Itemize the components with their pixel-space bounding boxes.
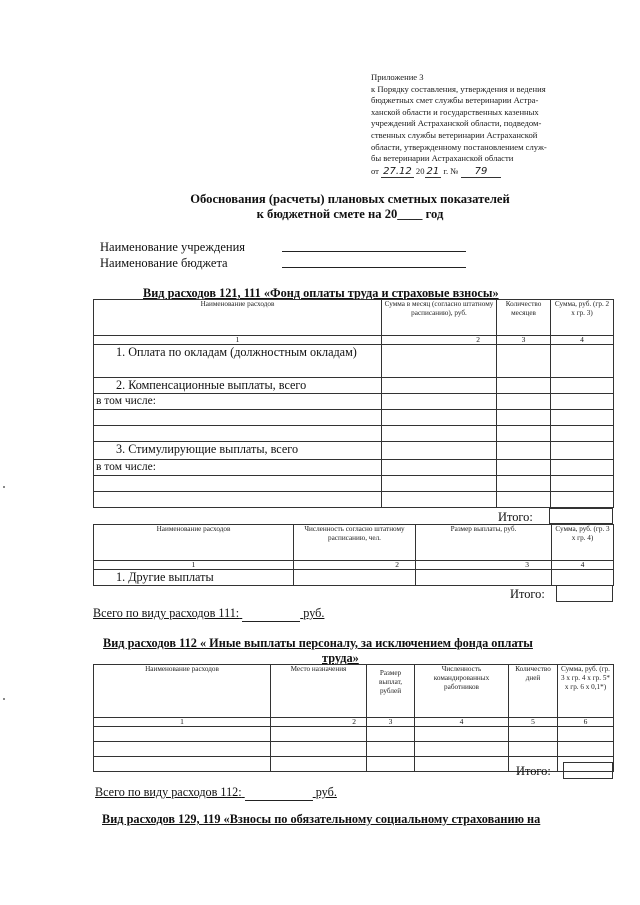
total-112 bbox=[95, 785, 337, 801]
table-cell[interactable] bbox=[94, 492, 382, 508]
row-label: 1. Оплата по окладам (должностным окладам) bbox=[94, 345, 382, 378]
column-number: 1 bbox=[94, 336, 382, 345]
date-century: 20 bbox=[415, 166, 425, 176]
column-header: Размер выплаты, руб. bbox=[416, 525, 552, 561]
total-111 bbox=[93, 606, 324, 622]
column-number: 3 bbox=[367, 718, 415, 727]
table-cell[interactable] bbox=[497, 410, 551, 426]
column-number: 3 bbox=[497, 336, 551, 345]
scan-speck bbox=[3, 698, 5, 700]
column-number: 3 bbox=[416, 561, 552, 570]
date-year: 21 bbox=[426, 166, 440, 177]
table-cell[interactable] bbox=[497, 492, 551, 508]
salary-table bbox=[93, 299, 614, 508]
column-number: 4 bbox=[551, 336, 614, 345]
scan-speck bbox=[3, 486, 5, 488]
table-cell[interactable] bbox=[94, 476, 382, 492]
column-header: Количество месяцев bbox=[497, 300, 551, 336]
column-header: Место назначения bbox=[271, 665, 367, 718]
table-cell[interactable] bbox=[415, 727, 509, 742]
table-cell[interactable] bbox=[382, 460, 497, 476]
table-cell[interactable] bbox=[551, 378, 614, 394]
appendix-line: ханской области и государственных казенных bbox=[371, 106, 539, 117]
column-number: 5 bbox=[509, 718, 558, 727]
table-cell[interactable] bbox=[382, 394, 497, 410]
budget-field[interactable] bbox=[282, 267, 466, 268]
column-header: Сумма в месяц (согласно штатному расписанию), руб. bbox=[382, 300, 497, 336]
section-129-heading: Вид расходов 129, 119 «Взносы по обязательному социальному страхованию на bbox=[102, 812, 541, 826]
table-cell[interactable] bbox=[367, 727, 415, 742]
section-112-heading: Вид расходов 112 « Иные выплаты персоналу, за исключением фонда оплаты bbox=[103, 636, 533, 650]
table-cell[interactable] bbox=[415, 757, 509, 772]
table-cell[interactable] bbox=[382, 492, 497, 508]
table-cell[interactable] bbox=[94, 426, 382, 442]
appendix-line: Приложение 3 bbox=[371, 72, 424, 82]
column-number: 2 bbox=[271, 718, 367, 727]
appendix-note bbox=[371, 72, 611, 165]
other-payments-table bbox=[93, 524, 614, 586]
page-title bbox=[140, 192, 560, 222]
table-cell[interactable] bbox=[271, 757, 367, 772]
row-label: 3. Стимулирующие выплаты, всего bbox=[94, 442, 382, 460]
table-cell[interactable] bbox=[497, 378, 551, 394]
itogo-label: Итого: bbox=[516, 764, 551, 778]
table-cell[interactable] bbox=[382, 476, 497, 492]
total-unit: руб. bbox=[303, 606, 325, 620]
date-number-label: г. № bbox=[443, 166, 459, 176]
title-line-2: к бюджетной смете на 20____ год bbox=[256, 207, 444, 221]
document-number: 79 bbox=[461, 166, 502, 178]
table-cell[interactable] bbox=[552, 570, 614, 586]
column-number: 4 bbox=[415, 718, 509, 727]
date-prefix: от bbox=[371, 166, 379, 176]
table-cell[interactable] bbox=[416, 570, 552, 586]
table-cell[interactable] bbox=[94, 727, 271, 742]
institution-field[interactable] bbox=[282, 251, 466, 252]
appendix-line: бюджетных смет службы ветеринарии Астра- bbox=[371, 95, 539, 106]
table-cell[interactable] bbox=[497, 476, 551, 492]
table-cell[interactable] bbox=[558, 742, 614, 757]
column-number: 1 bbox=[94, 561, 294, 570]
column-header: Наименование расходов bbox=[94, 300, 382, 336]
table-cell[interactable] bbox=[551, 442, 614, 460]
table-cell[interactable] bbox=[551, 492, 614, 508]
appendix-line: учреждений Астраханской области, подведом- bbox=[371, 118, 542, 129]
column-header: Численность командированных работников bbox=[415, 665, 509, 718]
column-header: Размер выплат, рублей bbox=[367, 665, 415, 718]
total-label: Всего по виду расходов 112: bbox=[95, 785, 242, 799]
column-header: Численность согласно штатному расписанию, чел. bbox=[294, 525, 416, 561]
travel-table bbox=[93, 664, 614, 772]
row-label: в том числе: bbox=[94, 460, 382, 476]
table-cell[interactable] bbox=[509, 727, 558, 742]
section-121-heading: Вид расходов 121, 111 «Фонд оплаты труда и страховые взносы» bbox=[143, 286, 499, 300]
table-cell[interactable] bbox=[509, 742, 558, 757]
table-cell[interactable] bbox=[382, 410, 497, 426]
column-header: Сумма, руб. (гр. 2 х гр. 3) bbox=[551, 300, 614, 336]
column-header: Наименование расходов bbox=[94, 525, 294, 561]
table-cell[interactable] bbox=[558, 727, 614, 742]
date-day-month: 27.12 bbox=[383, 166, 412, 177]
institution-label: Наименование учреждения bbox=[100, 240, 246, 254]
appendix-line: к Порядку составления, утверждения и ведения bbox=[371, 83, 546, 94]
total-label: Всего по виду расходов 111: bbox=[93, 606, 240, 620]
appendix-line: ственных службы ветеринарии Астраханской bbox=[371, 129, 538, 140]
column-header: Сумма, руб. (гр. 3 х гр. 4 х гр. 5* х гр. 6 х 0,1*) bbox=[558, 665, 614, 718]
table-cell[interactable] bbox=[497, 345, 551, 378]
column-header: Наименование расходов bbox=[94, 665, 271, 718]
table-cell[interactable] bbox=[415, 742, 509, 757]
itogo-label: Итого: bbox=[498, 510, 533, 524]
table-cell[interactable] bbox=[497, 442, 551, 460]
table-cell[interactable] bbox=[497, 426, 551, 442]
column-number: 2 bbox=[294, 561, 416, 570]
itogo-label: Итого: bbox=[510, 587, 545, 601]
row-label: в том числе: bbox=[94, 394, 382, 410]
table-cell[interactable] bbox=[551, 394, 614, 410]
itogo-value-box[interactable] bbox=[556, 585, 613, 602]
appendix-date-line bbox=[371, 166, 501, 177]
table-cell[interactable] bbox=[497, 460, 551, 476]
table-cell[interactable] bbox=[551, 476, 614, 492]
table-cell[interactable] bbox=[94, 742, 271, 757]
total-value-field[interactable] bbox=[245, 785, 313, 801]
table-cell[interactable] bbox=[271, 727, 367, 742]
table-cell[interactable] bbox=[271, 742, 367, 757]
table-cell[interactable] bbox=[382, 442, 497, 460]
column-number: 6 bbox=[558, 718, 614, 727]
column-header: Количество дней bbox=[509, 665, 558, 718]
total-unit: руб. bbox=[315, 785, 337, 799]
table-cell[interactable] bbox=[551, 460, 614, 476]
section-112-heading-cont: труда» bbox=[322, 651, 359, 665]
column-number: 2 bbox=[382, 336, 497, 345]
row-label: 2. Компенсационные выплаты, всего bbox=[94, 378, 382, 394]
appendix-line: бы ветеринарии Астраханской области bbox=[371, 153, 514, 164]
column-number: 4 bbox=[552, 561, 614, 570]
itogo-value-box[interactable] bbox=[549, 508, 613, 524]
table-cell[interactable] bbox=[551, 410, 614, 426]
table-cell[interactable] bbox=[551, 345, 614, 378]
column-header: Сумма, руб. (гр. 3 х гр. 4) bbox=[552, 525, 614, 561]
appendix-line: области, утвержденному постановлением служ- bbox=[371, 141, 547, 152]
table-cell[interactable] bbox=[382, 378, 497, 394]
total-value-field[interactable] bbox=[242, 606, 300, 622]
row-label: 1. Другие выплаты bbox=[94, 570, 294, 586]
title-line-1: Обоснования (расчеты) плановых сметных показателей bbox=[190, 192, 510, 206]
table-cell[interactable] bbox=[94, 410, 382, 426]
table-cell[interactable] bbox=[382, 345, 497, 378]
table-cell[interactable] bbox=[382, 426, 497, 442]
table-cell[interactable] bbox=[497, 394, 551, 410]
table-cell[interactable] bbox=[367, 742, 415, 757]
column-number: 1 bbox=[94, 718, 271, 727]
table-cell[interactable] bbox=[367, 757, 415, 772]
itogo-value-box[interactable] bbox=[563, 762, 613, 779]
budget-label: Наименование бюджета bbox=[100, 256, 228, 270]
table-cell[interactable] bbox=[551, 426, 614, 442]
table-cell[interactable] bbox=[94, 757, 271, 772]
table-cell[interactable] bbox=[294, 570, 416, 586]
